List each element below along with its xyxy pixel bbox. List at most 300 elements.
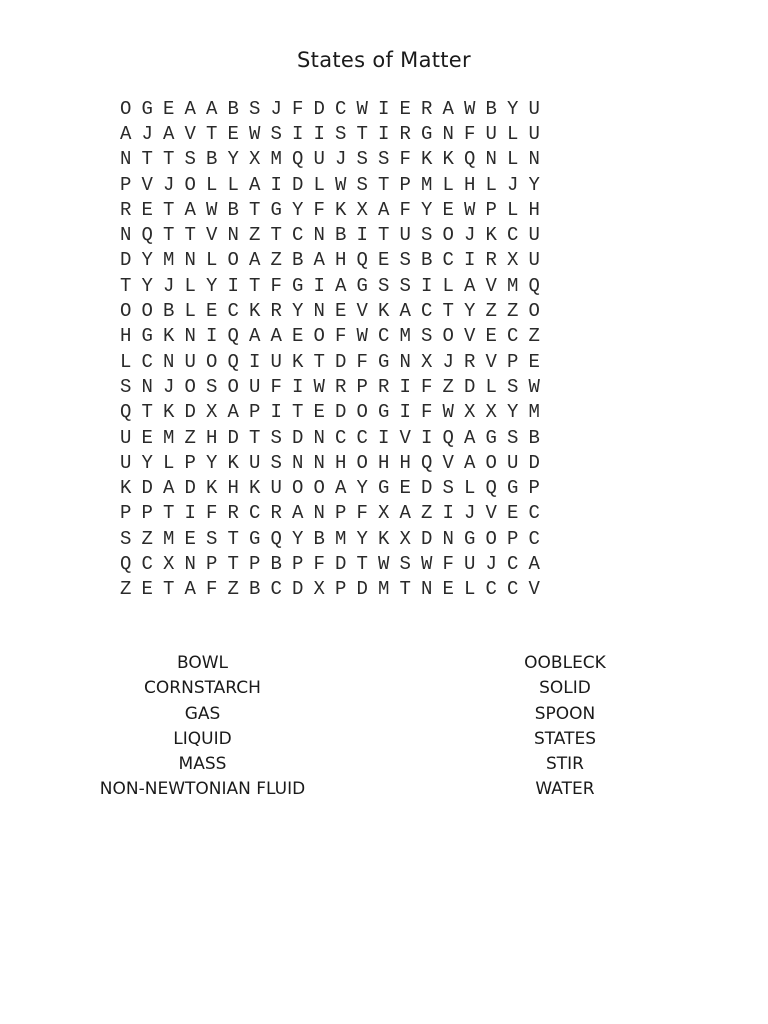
grid-letter: I [206, 325, 218, 348]
grid-letter: U [528, 249, 540, 272]
grid-letter: T [313, 350, 325, 373]
grid-letter: Q [421, 451, 433, 474]
grid-row [115, 577, 545, 602]
grid-letter: Y [356, 527, 368, 550]
grid-letter: E [399, 97, 411, 120]
grid-letter: Z [184, 426, 196, 449]
grid-letter: Z [249, 224, 261, 247]
grid-letter: I [421, 426, 433, 449]
grid-letter: I [399, 375, 411, 398]
grid-letter: L [206, 249, 218, 272]
grid-letter: V [141, 173, 153, 196]
grid-row [115, 248, 545, 273]
grid-letter: G [507, 477, 519, 500]
grid-letter: X [485, 401, 497, 424]
grid-letter: A [206, 97, 218, 120]
grid-letter: N [421, 578, 433, 601]
grid-letter: D [292, 173, 304, 196]
grid-letter: S [249, 97, 261, 120]
word-list-item: MASS [178, 754, 227, 775]
grid-letter: A [184, 198, 196, 221]
grid-letter: A [249, 249, 261, 272]
grid-letter: H [120, 325, 132, 348]
grid-letter: W [464, 198, 476, 221]
grid-letter: J [141, 122, 153, 145]
word-list-item: LIQUID [173, 728, 232, 749]
grid-letter: K [378, 300, 390, 323]
grid-letter: N [184, 325, 196, 348]
grid-letter: O [485, 451, 497, 474]
grid-letter: S [378, 148, 390, 171]
grid-letter: T [163, 578, 175, 601]
grid-letter: Q [141, 224, 153, 247]
grid-letter: T [270, 224, 282, 247]
grid-letter: X [464, 401, 476, 424]
grid-letter: Y [356, 477, 368, 500]
grid-letter: P [528, 477, 540, 500]
grid-letter: K [378, 527, 390, 550]
grid-letter: I [399, 401, 411, 424]
grid-letter: S [442, 477, 454, 500]
grid-letter: X [421, 350, 433, 373]
grid-letter: T [206, 122, 218, 145]
grid-letter: S [356, 173, 368, 196]
grid-letter: W [378, 552, 390, 575]
word-list-item: SOLID [539, 678, 591, 699]
grid-letter: I [442, 502, 454, 525]
grid-letter: A [163, 477, 175, 500]
grid-letter: T [184, 224, 196, 247]
grid-letter: S [206, 527, 218, 550]
grid-letter: U [249, 375, 261, 398]
grid-letter: Q [464, 148, 476, 171]
grid-letter: Q [356, 249, 368, 272]
grid-letter: Q [292, 148, 304, 171]
grid-row [115, 172, 545, 197]
grid-letter: L [206, 173, 218, 196]
grid-letter: W [206, 198, 218, 221]
grid-letter: M [163, 249, 175, 272]
grid-letter: D [184, 401, 196, 424]
grid-letter: N [399, 350, 411, 373]
grid-row [115, 147, 545, 172]
grid-letter: S [421, 224, 433, 247]
grid-letter: R [120, 198, 132, 221]
word-list-right [470, 651, 660, 803]
grid-letter: S [206, 375, 218, 398]
grid-letter: E [442, 578, 454, 601]
grid-letter: A [378, 198, 390, 221]
grid-letter: R [227, 502, 239, 525]
grid-letter: I [184, 502, 196, 525]
grid-letter: D [528, 451, 540, 474]
grid-letter: N [141, 375, 153, 398]
grid-letter: E [292, 325, 304, 348]
grid-letter: I [313, 122, 325, 145]
grid-letter: B [335, 224, 347, 247]
grid-row [115, 349, 545, 374]
grid-letter: U [485, 122, 497, 145]
grid-letter: C [141, 350, 153, 373]
grid-letter: S [507, 426, 519, 449]
grid-letter: L [313, 173, 325, 196]
grid-letter: H [335, 451, 347, 474]
grid-letter: H [335, 249, 347, 272]
grid-row [115, 298, 545, 323]
grid-letter: A [464, 451, 476, 474]
grid-letter: T [163, 198, 175, 221]
grid-letter: A [249, 325, 261, 348]
grid-letter: E [507, 502, 519, 525]
grid-letter: X [399, 527, 411, 550]
grid-letter: M [270, 148, 282, 171]
grid-letter: S [270, 451, 282, 474]
grid-letter: U [464, 552, 476, 575]
grid-letter: K [442, 148, 454, 171]
grid-letter: Y [141, 274, 153, 297]
grid-letter: V [528, 578, 540, 601]
grid-letter: I [378, 97, 390, 120]
grid-letter: B [227, 198, 239, 221]
grid-letter: D [227, 426, 239, 449]
grid-letter: J [163, 274, 175, 297]
grid-letter: R [335, 375, 347, 398]
grid-letter: P [120, 173, 132, 196]
word-list-item: WATER [535, 779, 595, 800]
grid-letter: D [421, 477, 433, 500]
grid-letter: I [270, 173, 282, 196]
grid-letter: C [507, 224, 519, 247]
grid-letter: F [356, 502, 368, 525]
grid-letter: T [249, 274, 261, 297]
grid-letter: S [270, 426, 282, 449]
grid-letter: C [485, 578, 497, 601]
grid-letter: K [485, 224, 497, 247]
grid-letter: E [442, 198, 454, 221]
grid-letter: W [464, 97, 476, 120]
grid-letter: I [292, 375, 304, 398]
grid-letter: Y [507, 97, 519, 120]
grid-letter: A [464, 426, 476, 449]
grid-letter: G [378, 401, 390, 424]
grid-letter: Y [141, 249, 153, 272]
grid-letter: N [163, 350, 175, 373]
grid-letter: D [335, 552, 347, 575]
grid-letter: F [421, 375, 433, 398]
grid-letter: O [356, 451, 368, 474]
grid-letter: F [399, 148, 411, 171]
grid-letter: D [292, 426, 304, 449]
grid-letter: P [507, 350, 519, 373]
grid-letter: A [120, 122, 132, 145]
grid-letter: R [270, 300, 282, 323]
grid-letter: V [184, 122, 196, 145]
grid-letter: Z [507, 300, 519, 323]
grid-letter: T [249, 426, 261, 449]
grid-letter: Z [528, 325, 540, 348]
grid-letter: U [528, 122, 540, 145]
grid-letter: E [141, 426, 153, 449]
grid-letter: S [399, 249, 411, 272]
word-list-item: OOBLECK [524, 653, 606, 673]
grid-letter: L [507, 148, 519, 171]
grid-letter: S [120, 527, 132, 550]
grid-letter: N [313, 300, 325, 323]
grid-letter: C [270, 578, 282, 601]
grid-letter: A [184, 97, 196, 120]
grid-letter: Y [206, 274, 218, 297]
grid-letter: O [206, 350, 218, 373]
grid-letter: W [356, 97, 368, 120]
word-list-item: BOWL [176, 653, 229, 673]
grid-letter: I [227, 274, 239, 297]
grid-letter: T [227, 527, 239, 550]
grid-letter: S [421, 325, 433, 348]
grid-letter: T [163, 502, 175, 525]
grid-letter: S [120, 375, 132, 398]
grid-letter: K [163, 325, 175, 348]
grid-letter: N [120, 148, 132, 171]
grid-letter: G [378, 350, 390, 373]
grid-letter: F [399, 198, 411, 221]
grid-row [115, 551, 545, 576]
word-search-grid [115, 96, 545, 602]
grid-letter: X [249, 148, 261, 171]
grid-letter: Q [120, 552, 132, 575]
grid-letter: T [378, 224, 390, 247]
grid-letter: X [378, 502, 390, 525]
grid-letter: A [270, 325, 282, 348]
grid-letter: K [206, 477, 218, 500]
grid-letter: N [528, 148, 540, 171]
grid-letter: J [485, 552, 497, 575]
grid-letter: I [356, 224, 368, 247]
grid-letter: N [313, 502, 325, 525]
grid-letter: W [421, 552, 433, 575]
grid-letter: E [485, 325, 497, 348]
grid-letter: V [442, 451, 454, 474]
grid-letter: J [270, 97, 282, 120]
grid-letter: E [141, 578, 153, 601]
grid-letter: W [528, 375, 540, 398]
grid-letter: F [442, 552, 454, 575]
grid-letter: A [163, 122, 175, 145]
grid-letter: Y [528, 173, 540, 196]
grid-letter: L [227, 173, 239, 196]
grid-letter: L [184, 300, 196, 323]
grid-letter: I [378, 122, 390, 145]
grid-letter: C [528, 527, 540, 550]
grid-letter: A [399, 300, 411, 323]
grid-letter: A [335, 274, 347, 297]
grid-letter: K [421, 148, 433, 171]
grid-letter: B [163, 300, 175, 323]
grid-letter: T [442, 300, 454, 323]
grid-letter: J [163, 173, 175, 196]
grid-letter: D [335, 350, 347, 373]
grid-letter: T [249, 198, 261, 221]
grid-letter: T [163, 224, 175, 247]
grid-letter: M [421, 173, 433, 196]
grid-letter: T [227, 552, 239, 575]
grid-letter: G [464, 527, 476, 550]
grid-letter: F [313, 552, 325, 575]
grid-letter: V [464, 325, 476, 348]
grid-letter: G [421, 122, 433, 145]
grid-letter: T [399, 578, 411, 601]
grid-letter: A [335, 477, 347, 500]
grid-letter: E [141, 198, 153, 221]
grid-letter: Q [528, 274, 540, 297]
grid-letter: P [206, 552, 218, 575]
grid-letter: W [249, 122, 261, 145]
grid-letter: N [313, 426, 325, 449]
grid-letter: C [528, 502, 540, 525]
grid-letter: J [163, 375, 175, 398]
grid-letter: D [120, 249, 132, 272]
grid-letter: E [163, 97, 175, 120]
grid-letter: I [249, 350, 261, 373]
grid-letter: O [313, 477, 325, 500]
grid-letter: A [249, 173, 261, 196]
grid-row [115, 222, 545, 247]
grid-letter: U [184, 350, 196, 373]
grid-letter: G [378, 477, 390, 500]
grid-letter: N [442, 527, 454, 550]
grid-letter: O [442, 224, 454, 247]
grid-letter: U [507, 451, 519, 474]
grid-letter: D [313, 97, 325, 120]
grid-letter: B [528, 426, 540, 449]
grid-letter: C [249, 502, 261, 525]
grid-letter: D [421, 527, 433, 550]
grid-letter: K [249, 477, 261, 500]
grid-letter: R [270, 502, 282, 525]
grid-row [115, 96, 545, 121]
grid-letter: V [356, 300, 368, 323]
grid-letter: K [292, 350, 304, 373]
grid-letter: U [270, 350, 282, 373]
grid-row [115, 197, 545, 222]
grid-letter: C [335, 426, 347, 449]
grid-letter: L [464, 477, 476, 500]
grid-letter: L [507, 198, 519, 221]
grid-letter: U [528, 97, 540, 120]
grid-letter: P [184, 451, 196, 474]
grid-letter: U [249, 451, 261, 474]
grid-letter: Q [485, 477, 497, 500]
grid-letter: B [421, 249, 433, 272]
grid-letter: T [120, 274, 132, 297]
grid-letter: W [335, 173, 347, 196]
grid-letter: B [313, 527, 325, 550]
grid-letter: K [163, 401, 175, 424]
grid-letter: L [163, 451, 175, 474]
grid-letter: J [464, 502, 476, 525]
grid-letter: F [270, 274, 282, 297]
grid-row [115, 501, 545, 526]
grid-letter: S [378, 274, 390, 297]
grid-letter: T [356, 122, 368, 145]
grid-letter: Y [421, 198, 433, 221]
grid-letter: O [120, 97, 132, 120]
grid-letter: G [356, 274, 368, 297]
word-list-item: CORNSTARCH [144, 678, 261, 699]
grid-letter: T [141, 148, 153, 171]
grid-letter: N [292, 451, 304, 474]
grid-row [115, 425, 545, 450]
grid-letter: E [184, 527, 196, 550]
word-list-item: NON-NEWTONIAN FLUID [99, 779, 306, 800]
grid-letter: D [356, 578, 368, 601]
grid-letter: M [507, 274, 519, 297]
grid-letter: U [120, 426, 132, 449]
grid-letter: G [485, 426, 497, 449]
grid-letter: C [507, 325, 519, 348]
word-list-left [60, 651, 345, 803]
grid-letter: N [120, 224, 132, 247]
grid-letter: Y [292, 198, 304, 221]
grid-letter: B [206, 148, 218, 171]
grid-letter: G [249, 527, 261, 550]
grid-letter: C [378, 325, 390, 348]
grid-letter: F [270, 375, 282, 398]
grid-letter: U [313, 148, 325, 171]
grid-letter: F [292, 97, 304, 120]
grid-row [115, 324, 545, 349]
grid-row [115, 475, 545, 500]
grid-letter: R [378, 375, 390, 398]
grid-letter: V [485, 274, 497, 297]
grid-row [115, 374, 545, 399]
grid-letter: R [485, 249, 497, 272]
grid-letter: P [120, 502, 132, 525]
grid-letter: P [335, 578, 347, 601]
grid-letter: C [356, 426, 368, 449]
grid-letter: L [184, 274, 196, 297]
grid-letter: N [313, 224, 325, 247]
grid-letter: P [485, 198, 497, 221]
grid-letter: H [227, 477, 239, 500]
grid-letter: P [356, 375, 368, 398]
grid-letter: M [399, 325, 411, 348]
grid-letter: L [442, 173, 454, 196]
grid-letter: U [270, 477, 282, 500]
grid-letter: V [485, 502, 497, 525]
grid-letter: C [442, 249, 454, 272]
word-list-item: SPOON [534, 703, 596, 724]
grid-letter: P [249, 401, 261, 424]
grid-letter: K [335, 198, 347, 221]
grid-letter: O [184, 375, 196, 398]
grid-letter: Y [292, 300, 304, 323]
grid-letter: L [120, 350, 132, 373]
grid-letter: V [485, 350, 497, 373]
grid-letter: O [442, 325, 454, 348]
grid-row [115, 526, 545, 551]
grid-letter: Y [507, 401, 519, 424]
grid-letter: Y [206, 451, 218, 474]
grid-letter: X [206, 401, 218, 424]
grid-letter: S [356, 148, 368, 171]
grid-letter: A [313, 249, 325, 272]
grid-letter: G [270, 198, 282, 221]
grid-letter: F [421, 401, 433, 424]
grid-letter: C [335, 97, 347, 120]
grid-letter: R [464, 350, 476, 373]
grid-letter: T [163, 148, 175, 171]
grid-letter: Z [442, 375, 454, 398]
